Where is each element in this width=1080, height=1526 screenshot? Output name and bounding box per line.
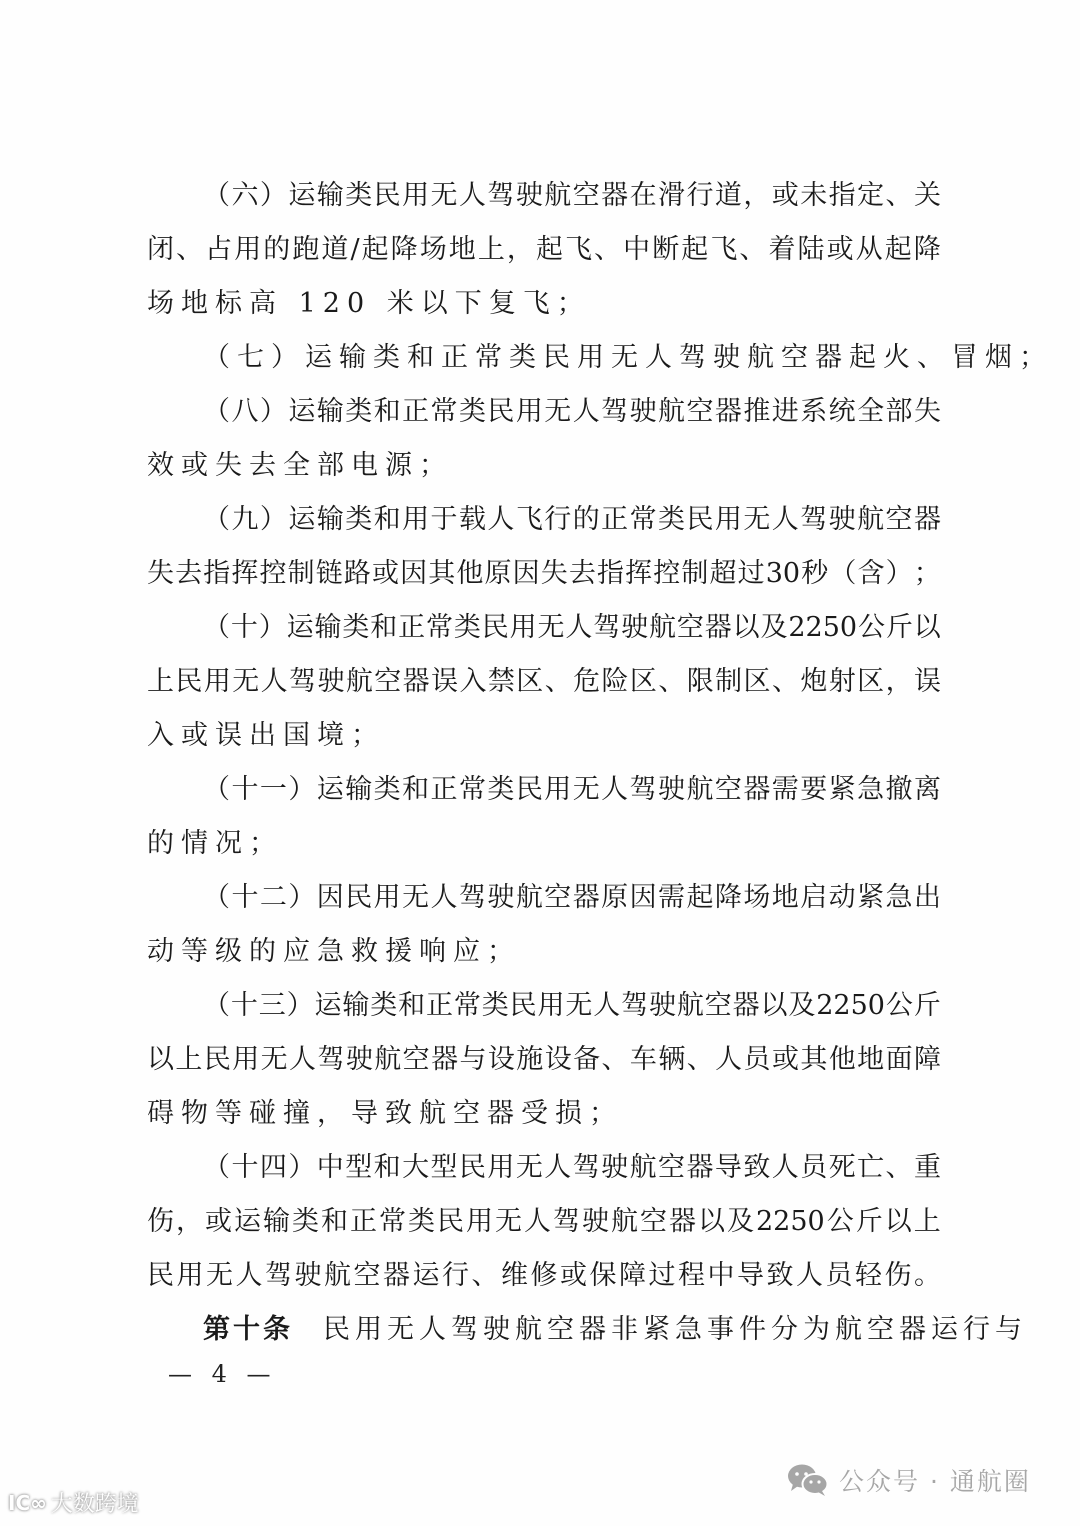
- article-text: 民用无人驾驶航空器非紧急事件分为航空器运行与: [323, 1314, 1027, 1345]
- site-logo-icon: IC∞: [8, 1490, 47, 1515]
- paragraph-item-14-line-1: （ 十 四 ） 中 型 和 大 型 民 用 无 人 驾 驶 航 空 器 导 致 人 员 死 亡 、 重: [203, 1152, 941, 1183]
- paragraph-item-11-line-1: （ 十 一 ） 运 输 类 和 正 常 类 民 用 无 人 驾 驶 航 空 器 需 要 紧 急 撤 离: [203, 774, 941, 805]
- paragraph-item-13-line-2: 以 上 民 用 无 人 驾 驶 航 空 器 与 设 施 设 备 、 车 辆 、 人 员 或 其 他 地 面 障: [147, 1044, 941, 1075]
- page-number: — 4 —: [168, 1360, 277, 1388]
- article-10-line: [147, 1308, 1027, 1362]
- paragraph-item-13-line-3: 碍物等碰撞，导致航空器受损；: [147, 1098, 623, 1129]
- paragraph-item-9-line-1: （ 九 ） 运 输 类 和 用 于 载 人 飞 行 的 正 常 类 民 用 无 人 驾 驶 航 空 器: [203, 504, 941, 535]
- paragraph-item-12-line-2: 动等级的应急救援响应；: [147, 936, 521, 967]
- paragraph-item-6-line-1: （ 六 ） 运 输 类 民 用 无 人 驾 驶 航 空 器 在 滑 行 道 ， 或 未 指 定 、 关: [203, 180, 941, 211]
- site-name: 大数跨境: [50, 1492, 139, 1517]
- paragraph-item-14-line-2: 伤 ， 或 运 输 类 和 正 常 类 民 用 无 人 驾 驶 航 空 器 以 及 2250 公 斤 以 上: [147, 1206, 941, 1237]
- paragraph-item-8-line-2: 效或失去全部电源；: [147, 450, 453, 481]
- paragraph-item-14-line-3: 民 用 无 人 驾 驶 航 空 器 运 行 、 维 修 或 保 障 过 程 中 导 致 人 员 轻 伤 。: [147, 1260, 941, 1291]
- article-heading: 第十条: [203, 1314, 293, 1345]
- paragraph-item-11-line-2: 的情况；: [147, 828, 283, 859]
- paragraph-item-9-line-2: 失 去 指 挥 控 制 链 路 或 因 其 他 原 因 失 去 指 挥 控 制 超 过 30 秒 （ 含 ） ；: [147, 558, 941, 589]
- paragraph-item-6-line-3: 场地标高 120 米以下复飞；: [147, 288, 591, 319]
- paragraph-item-6-line-2: 闭 、 占 用 的 跑 道 / 起 降 场 地 上 ， 起 飞 、 中 断 起 飞 、 着 陆 或 从 起 降: [147, 234, 941, 265]
- document-body: [147, 174, 1053, 1362]
- paragraph-item-13-line-1: （ 十 三 ） 运 输 类 和 正 常 类 民 用 无 人 驾 驶 航 空 器 以 及 2250 公 斤: [203, 990, 941, 1021]
- site-watermark: [8, 1487, 139, 1518]
- paragraph-item-10-line-2: 上 民 用 无 人 驾 驶 航 空 器 误 入 禁 区 、 危 险 区 、 限 制 区 、 炮 射 区 ， 误: [147, 666, 941, 697]
- wechat-icon: [787, 1463, 829, 1497]
- paragraph-item-12-line-1: （ 十 二 ） 因 民 用 无 人 驾 驶 航 空 器 原 因 需 起 降 场 地 启 动 紧 急 出: [203, 882, 941, 913]
- paragraph-item-7-line-1: （七）运输类和正常类民用无人驾驶航空器起火、冒烟；: [203, 342, 1053, 373]
- wechat-account-name: 公众号 · 通航圈: [839, 1467, 1031, 1496]
- paragraph-item-8-line-1: （ 八 ） 运 输 类 和 正 常 类 民 用 无 人 驾 驶 航 空 器 推 进 系 统 全 部 失: [203, 396, 941, 427]
- paragraph-item-10-line-3: 入或误出国境；: [147, 720, 385, 751]
- paragraph-item-10-line-1: （ 十 ） 运 输 类 和 正 常 类 民 用 无 人 驾 驶 航 空 器 以 及 2250 公 斤 以: [203, 612, 941, 643]
- wechat-watermark: [787, 1462, 1031, 1498]
